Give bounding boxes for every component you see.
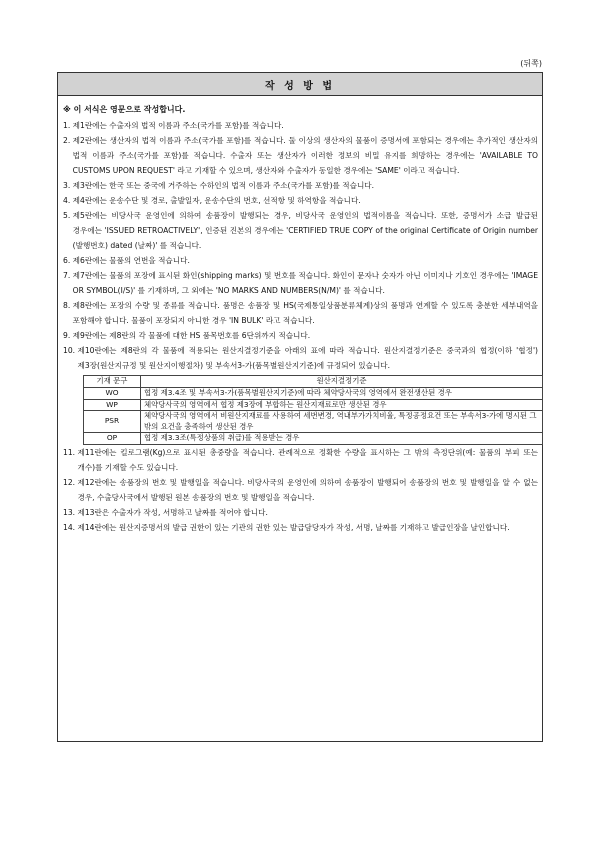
- instruction-list: [63, 118, 538, 373]
- criteria-code: WO: [84, 388, 141, 400]
- item-number: 7.: [63, 271, 73, 280]
- instruction-item: [63, 328, 538, 343]
- item-number: 6.: [63, 256, 73, 265]
- item-text: 제12란에는 송품장의 번호 및 발행일을 적습니다. 비당사국의 운영인에 의하여 송품장이 발행되어 송품장의 번호 및 발행일을 알 수 없는 경우, 수출당사국에서 발행된 원본 송품장의 번호 및 발행일을 적습니다.: [77, 477, 538, 502]
- criteria-code: OP: [84, 433, 141, 445]
- item-text: 제11란에는 킬로그램(Kg)으로 표시된 총중량을 적습니다. 관례적으로 정확한 수량을 표시하는 그 밖의 측정단위(예: 물품의 부피 또는 개수)를 기재할 수도 있습니다.: [77, 447, 538, 472]
- item-number: 12.: [63, 477, 78, 487]
- item-number: 14.: [63, 522, 78, 532]
- instruction-item: [63, 298, 538, 328]
- instruction-item: [63, 253, 538, 268]
- item-number: 3.: [63, 181, 73, 190]
- instructions-content: [58, 96, 542, 535]
- instruction-item: [63, 505, 538, 520]
- back-page-label: (뒤쪽): [520, 59, 542, 68]
- criteria-code: PSR: [84, 411, 141, 433]
- instructions-frame: [57, 72, 543, 742]
- origin-criteria-table: [83, 375, 543, 445]
- item-text: 제14란에는 원산지증명서의 발급 권한이 있는 기관의 권한 있는 발급담당자가 작성, 서명, 날짜를 기재하고 발급인장을 날인합니다.: [77, 522, 510, 532]
- item-number: 1.: [63, 121, 73, 130]
- item-number: 9.: [63, 331, 73, 340]
- table-row: [84, 399, 543, 411]
- table-body: [84, 388, 543, 445]
- table-header-criteria: 원산지결정기준: [141, 376, 543, 388]
- instruction-item: [63, 268, 538, 298]
- item-text: 제10란에는 제8란의 각 물품에 적용되는 원산지결정기준을 아래의 표에 따라 적습니다. 원산지결정기준은 중국과의 협정(이하 '협정') 제3장(원산지규정 및 원산지이행절차) 및 부속서3-가(품목별원산지기준)에 규정되어 있습니다.: [77, 346, 538, 370]
- item-number: 2.: [63, 136, 73, 145]
- instruction-item: [63, 520, 538, 535]
- section-title: 작 성 방 법: [58, 73, 542, 96]
- criteria-description: 협정 제3.3조(특정상품의 취급)를 적용받는 경우: [141, 433, 543, 445]
- item-number: 11.: [63, 447, 78, 457]
- criteria-description: 협정 제3.4조 및 부속서3-가(품목별원산지기준)에 따라 체약당사국의 영역에서 완전생산된 경우: [141, 388, 543, 400]
- item-text: 제7란에는 물품의 포장에 표시된 화인(shipping marks) 및 번호를 적습니다. 화인이 문자나 숫자가 아닌 이미지나 기호인 경우에는 'IMAGE OR SYMBOL(I/S)' 를 기재하며, 그 외에는 'NO MARKS AND NUMBERS(N/M)' 를 적습니다.: [72, 271, 538, 295]
- instruction-item: [63, 343, 538, 373]
- item-number: 10.: [63, 346, 78, 355]
- table-row: [84, 411, 543, 433]
- table-row: [84, 433, 543, 445]
- item-text: 제5란에는 비당사국 운영인에 의하여 송품장이 발행되는 경우, 비당사국 운영인의 법적이름을 적습니다. 또한, 증명서가 소급 발급된 경우에는 'ISSUED RETROACTIVELY', 인증된 진본의 경우에는 'CERTIFIED TRUE COPY of the original Certificate of Origin number (발행번호) dated (날짜)' 를 적습니다.: [72, 211, 538, 250]
- item-number: 8.: [63, 301, 73, 310]
- instruction-item: [63, 178, 538, 193]
- instruction-item: [63, 193, 538, 208]
- item-text: 제1란에는 수출자의 법적 이름과 주소(국가를 포함)를 적습니다.: [72, 121, 284, 130]
- table-header-code: 기재 문구: [84, 376, 141, 388]
- table-row: [84, 388, 543, 400]
- item-text: 제8란에는 포장의 수량 및 종류를 적습니다. 품명은 송품장 및 HS(국제통일상품분류체계)상의 품명과 연계할 수 있도록 충분한 세부내역을 포함해야 합니다. 물품이 포장되지 아니한 경우 'IN BULK' 라고 적습니다.: [72, 301, 538, 325]
- instruction-item: [63, 118, 538, 133]
- instruction-item: [63, 445, 538, 475]
- instruction-item: [63, 475, 538, 505]
- item-number: 5.: [63, 211, 73, 220]
- item-text: 제4란에는 운송수단 및 경로, 출발일자, 운송수단의 번호, 선적항 및 하역항을 적습니다.: [72, 196, 361, 205]
- instruction-list-continued: [63, 445, 538, 535]
- criteria-description: 체약당사국의 영역에서 협정 제3장에 부합하는 원산지재료로만 생산된 경우: [141, 399, 543, 411]
- criteria-code: WP: [84, 399, 141, 411]
- notice-text: ※ 이 서식은 영문으로 작성합니다.: [63, 105, 186, 114]
- item-text: 제2란에는 생산자의 법적 이름과 주소(국가를 포함)를 적습니다. 둘 이상의 생산자의 물품이 증명서에 포함되는 경우에는 추가적인 생산자의 법적 이름과 주소(국가를 포함)를 적습니다. 수출자 또는 생산자가 이러한 정보의 비밀 유지를 희망하는 경우에는 'AVAILABLE TO CUSTOMS UPON REQUEST' 라고 기재할 수 있으며, 생산자와 수출자가 동일한 경우에는 'SAME' 이라고 적습니다.: [72, 136, 538, 175]
- item-text: 제13란은 수출자가 작성, 서명하고 날짜를 적어야 합니다.: [77, 507, 268, 517]
- table-header-row: [84, 376, 543, 388]
- instruction-item: [63, 133, 538, 178]
- item-text: 제6란에는 물품의 연번을 적습니다.: [72, 256, 190, 265]
- criteria-description: 체약당사국의 영역에서 비원산지재료를 사용하여 세번변경, 역내부가가치비율, 특정공정요건 또는 부속서3-가에 명시된 그 밖의 요건을 충족하여 생산된 경우: [141, 411, 543, 433]
- item-text: 제9란에는 제8란의 각 물품에 대한 HS 품목번호를 6단위까지 적습니다.: [72, 331, 311, 340]
- item-number: 13.: [63, 507, 78, 517]
- instruction-item: [63, 208, 538, 253]
- item-number: 4.: [63, 196, 73, 205]
- item-text: 제3란에는 한국 또는 중국에 거주하는 수하인의 법적 이름과 주소(국가를 포함)를 적습니다.: [72, 181, 375, 190]
